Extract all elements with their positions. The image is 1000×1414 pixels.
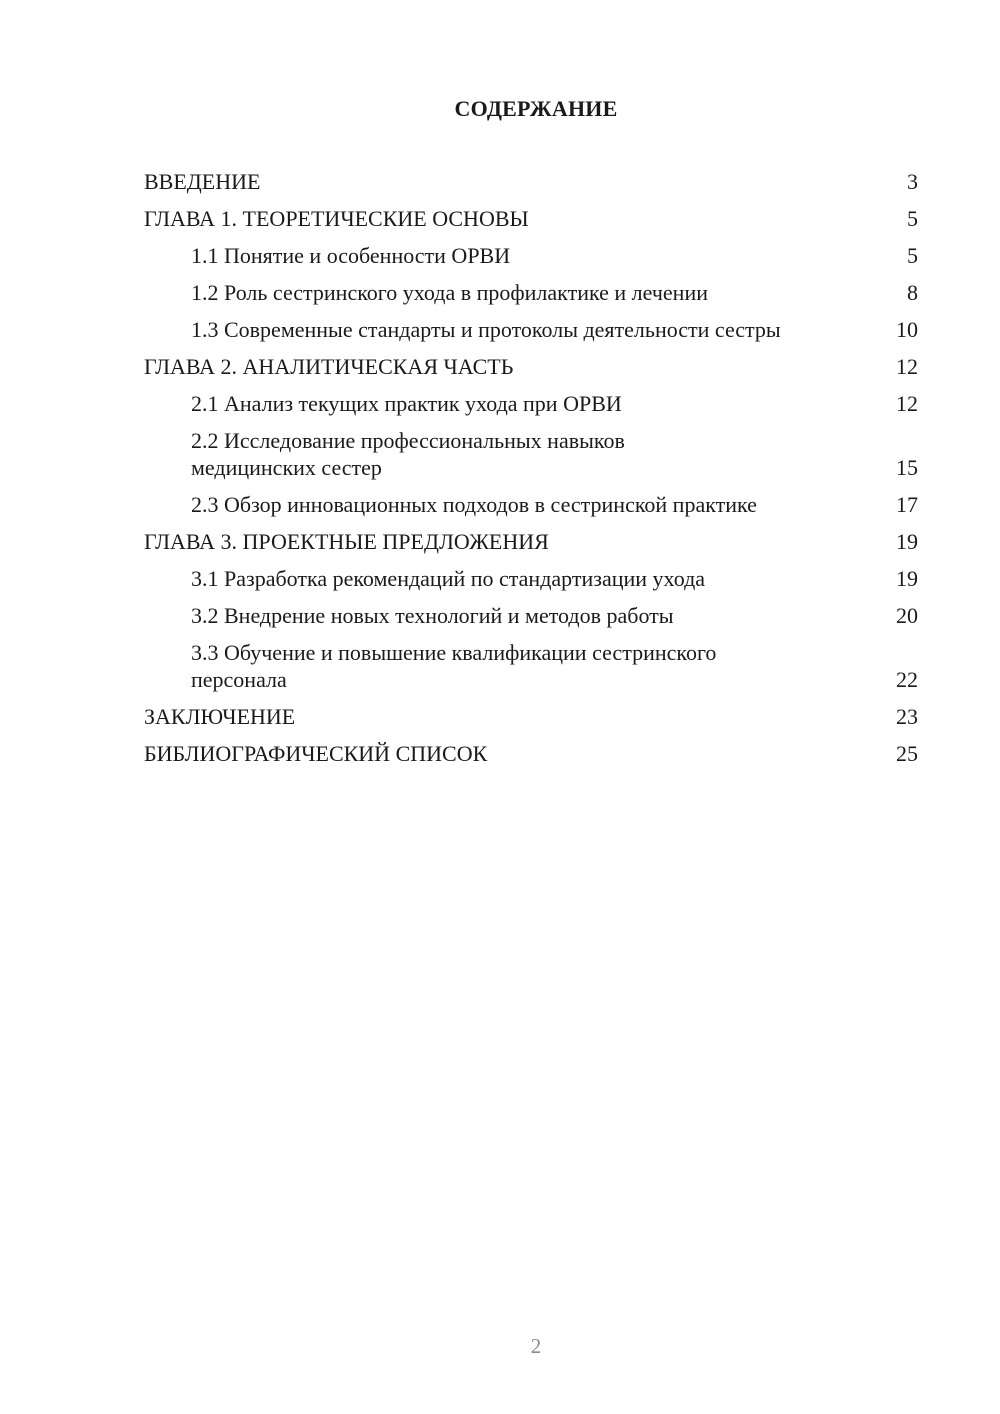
toc-entry-label: 3.1 Разработка рекомендаций по стандартизации ухода	[191, 566, 706, 591]
toc-entry-page: 12	[896, 354, 918, 379]
toc-entry-section-2-3	[144, 491, 918, 518]
toc-entry-section-1-2	[144, 279, 918, 306]
page-number: 2	[530, 1334, 542, 1358]
toc-entry-page: 17	[896, 492, 918, 517]
toc-entry-bibliography	[144, 740, 918, 767]
toc-entry-conclusion	[144, 703, 918, 730]
toc-entry-page: 15	[896, 455, 918, 480]
toc-entry-section-3-3	[144, 639, 918, 693]
toc-entry-label: ГЛАВА 3. ПРОЕКТНЫЕ ПРЕДЛОЖЕНИЯ	[144, 529, 549, 554]
toc-entry-label: БИБЛИОГРАФИЧЕСКИЙ СПИСОК	[144, 741, 488, 766]
toc-entry-introduction	[144, 168, 918, 195]
toc-entry-page: 20	[896, 603, 918, 628]
toc-entry-section-2-2	[144, 427, 918, 481]
toc-entry-section-1-1	[144, 242, 918, 269]
toc-entry-label: 1.2 Роль сестринского ухода в профилактике и лечении	[191, 280, 708, 305]
toc-entry-page: 10	[896, 317, 918, 342]
toc-entry-label: 3.2 Внедрение новых технологий и методов работы	[191, 603, 674, 628]
toc-entry-section-2-1	[144, 390, 918, 417]
toc-entry-label: ГЛАВА 1. ТЕОРЕТИЧЕСКИЕ ОСНОВЫ	[144, 206, 529, 231]
toc-entry-page: 12	[896, 391, 918, 416]
toc-entry-label: 3.3 Обучение и повышение квалификации сестринского персонала	[191, 640, 717, 692]
toc-entry-page: 23	[896, 704, 918, 729]
toc-entry-section-3-2	[144, 602, 918, 629]
toc-entry-chapter-2	[144, 353, 918, 380]
toc-entry-label: ВВЕДЕНИЕ	[144, 169, 261, 194]
toc-entry-label: 2.3 Обзор инновационных подходов в сестринской практике	[191, 492, 757, 517]
toc-entry-label: 1.1 Понятие и особенности ОРВИ	[191, 243, 511, 268]
toc-entry-label: 1.3 Современные стандарты и протоколы деятельности сестры	[191, 317, 781, 342]
toc-entry-page: 22	[896, 667, 918, 692]
toc-title: СОДЕРЖАНИЕ	[454, 96, 618, 121]
toc-entry-chapter-1	[144, 205, 918, 232]
toc-entry-section-1-3	[144, 316, 918, 343]
toc-entry-page: 19	[896, 529, 918, 554]
toc-entry-section-3-1	[144, 565, 918, 592]
toc-entry-page: 3	[907, 169, 918, 194]
toc-entry-label: ЗАКЛЮЧЕНИЕ	[144, 704, 296, 729]
toc-entry-page: 8	[907, 280, 918, 305]
toc-entry-page: 5	[907, 243, 918, 268]
toc-entry-page: 5	[907, 206, 918, 231]
toc-entry-chapter-3	[144, 528, 918, 555]
toc-entry-label: 2.2 Исследование профессиональных навыков медицинских сестер	[191, 428, 625, 480]
toc-entry-label: 2.1 Анализ текущих практик ухода при ОРВИ	[191, 391, 622, 416]
toc-entry-page: 19	[896, 566, 918, 591]
toc-entry-page: 25	[896, 741, 918, 766]
toc-entry-label: ГЛАВА 2. АНАЛИТИЧЕСКАЯ ЧАСТЬ	[144, 354, 514, 379]
table-of-contents	[144, 168, 918, 777]
